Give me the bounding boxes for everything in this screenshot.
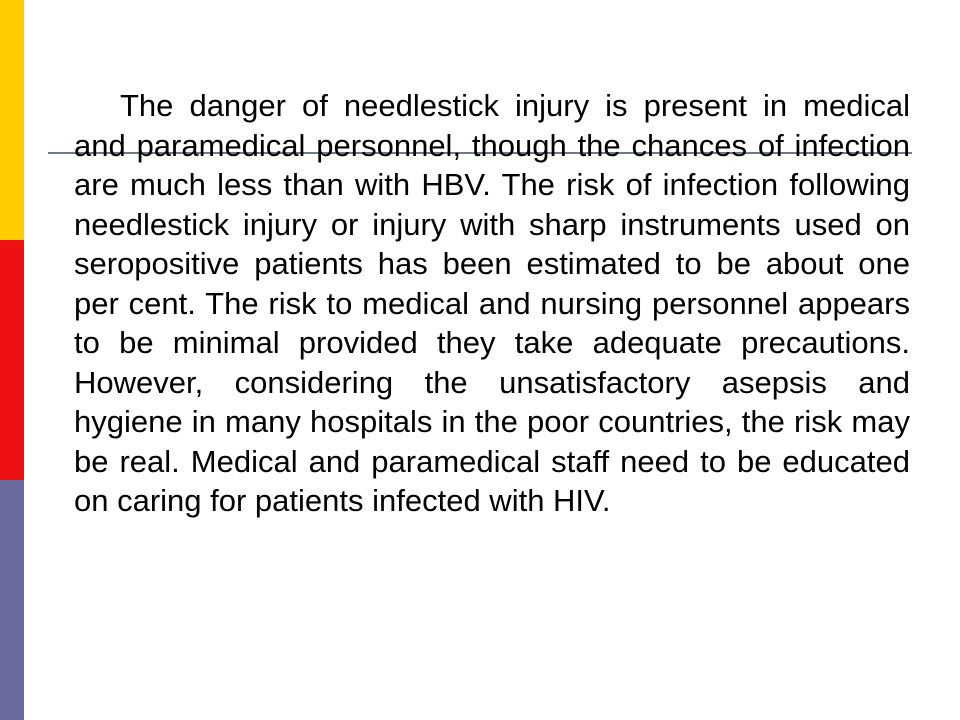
accent-bar-blue bbox=[0, 480, 24, 720]
accent-bar-yellow bbox=[0, 0, 24, 240]
body-paragraph: The danger of needlestick injury is present in medical and paramedical personnel, though the chances of infection are much less than with HBV. The risk of infection following needlestick injury or injury with sharp instruments used on seropositive patients has been estimated to be about one per cent. The risk to medical and nursing personnel appears to be minimal provided they take adequate precautions. However, considering the unsatisfactory asepsis and hygiene in many hospitals in the poor countries, the risk may be real. Medical and paramedical staff need to be educated on caring for patients infected with HIV. bbox=[74, 88, 910, 518]
accent-bar-red bbox=[0, 240, 24, 480]
